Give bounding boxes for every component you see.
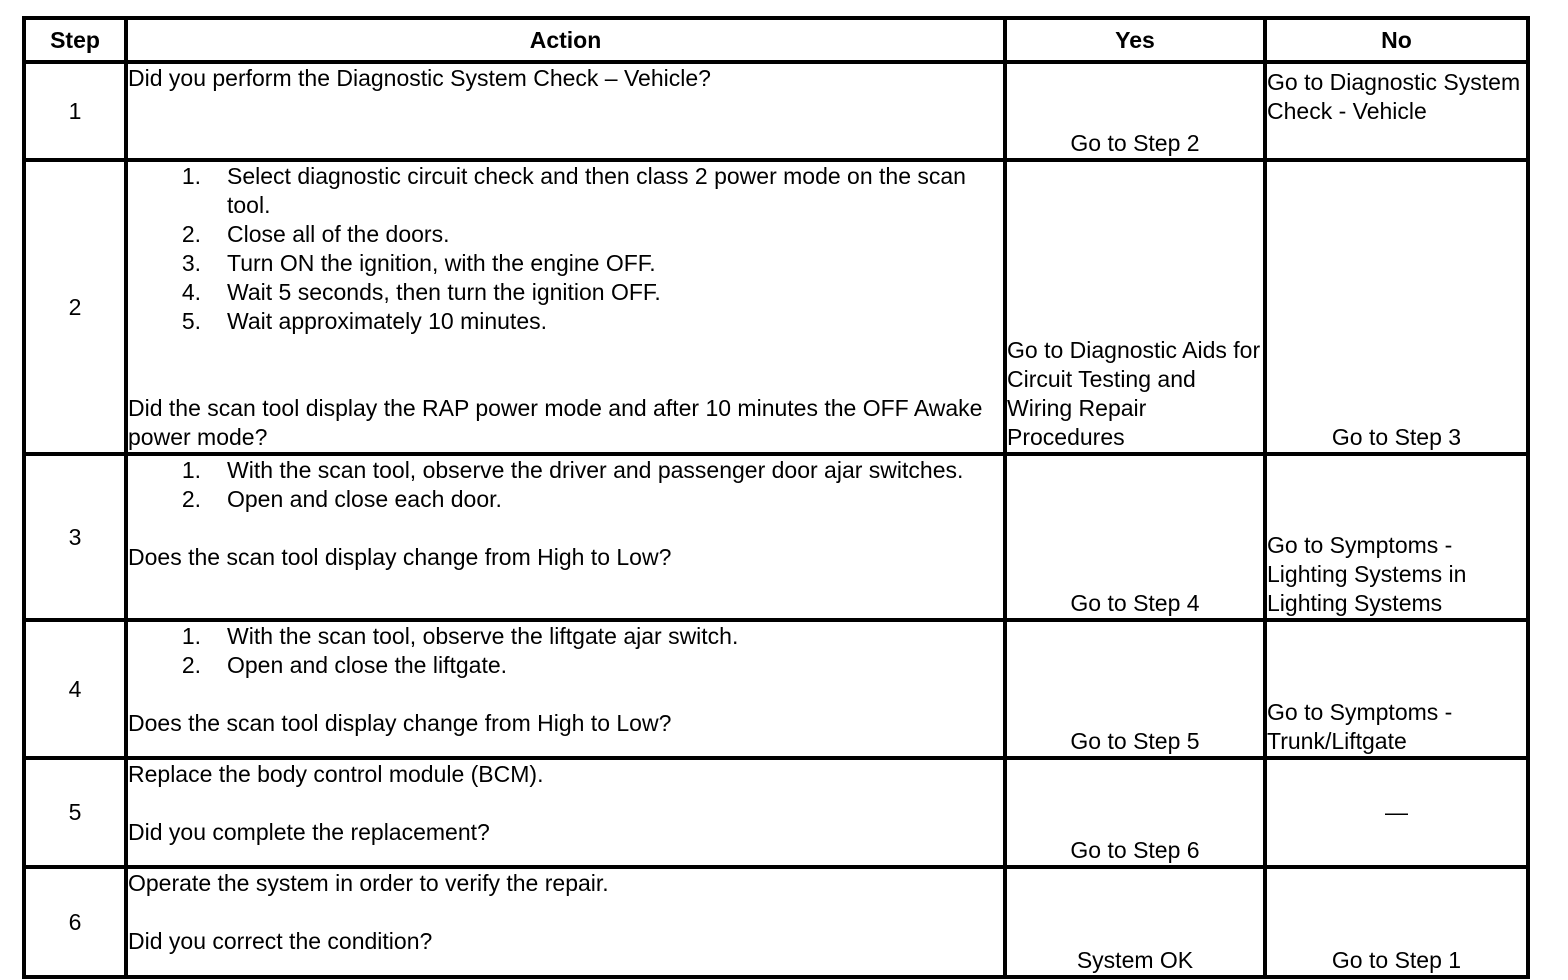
action-cell [126, 454, 1005, 620]
no-result: Go to Symptoms - Lighting Systems in Lighting Systems [1267, 532, 1467, 616]
step-number: 6 [24, 867, 126, 977]
action-question: Did the scan tool display the RAP power mode and after 10 minutes the OFF Awake power mode? [128, 395, 983, 450]
action-cell [126, 62, 1005, 160]
list-item: 1. With the scan tool, observe the liftgate ajar switch. [181, 623, 739, 649]
yes-result: Go to Diagnostic Aids for Circuit Testing and Wiring Repair Procedures [1007, 337, 1261, 450]
action-text: Operate the system in order to verify the repair. [128, 870, 609, 896]
step-number: 1 [24, 62, 126, 160]
table-header-row [24, 18, 1528, 62]
table-row [24, 620, 1528, 758]
step-number: 2 [24, 160, 126, 454]
no-cell [1265, 620, 1528, 758]
yes-cell [1005, 62, 1265, 160]
yes-result: Go to Step 2 [1070, 130, 1200, 156]
action-cell [126, 620, 1005, 758]
header-yes: Yes [1005, 18, 1265, 62]
action-text: Replace the body control module (BCM). [128, 761, 544, 787]
yes-cell [1005, 620, 1265, 758]
yes-result: System OK [1076, 947, 1194, 973]
action-question: Does the scan tool display change from High to Low? [128, 710, 672, 736]
action-question: Did you correct the condition? [128, 928, 433, 954]
table-row [24, 160, 1528, 454]
step-number: 4 [24, 620, 126, 758]
no-result: Go to Step 1 [1331, 947, 1462, 973]
header-step: Step [24, 18, 126, 62]
yes-result: Go to Step 4 [1070, 590, 1200, 616]
yes-cell [1005, 160, 1265, 454]
action-step-list [128, 456, 1003, 514]
action-cell [126, 160, 1005, 454]
yes-cell [1005, 867, 1265, 977]
action-text: Did you perform the Diagnostic System Check – Vehicle? [128, 65, 711, 91]
no-result: — [1385, 799, 1408, 825]
no-cell [1265, 454, 1528, 620]
list-item: 1. Select diagnostic circuit check and then class 2 power mode on the scan tool. [181, 163, 966, 218]
action-question: Did you complete the replacement? [128, 819, 490, 845]
action-cell [126, 867, 1005, 977]
action-step-list [128, 622, 1003, 680]
diagnostic-table [22, 16, 1530, 979]
action-step-list [128, 162, 1003, 336]
table-row [24, 758, 1528, 867]
yes-result: Go to Step 5 [1070, 728, 1200, 754]
step-number: 3 [24, 454, 126, 620]
list-item: 4. Wait 5 seconds, then turn the ignition OFF. [181, 279, 661, 305]
no-cell [1265, 758, 1528, 867]
list-item: 2. Open and close the liftgate. [181, 652, 508, 678]
header-no: No [1265, 18, 1528, 62]
no-result: Go to Diagnostic System Check - Vehicle [1267, 69, 1521, 124]
table-row [24, 62, 1528, 160]
table-row [24, 867, 1528, 977]
yes-cell [1005, 758, 1265, 867]
list-item: 1. With the scan tool, observe the driver and passenger door ajar switches. [181, 457, 964, 483]
yes-cell [1005, 454, 1265, 620]
step-number: 5 [24, 758, 126, 867]
list-item: 2. Open and close each door. [181, 486, 502, 512]
no-result: Go to Symptoms - Trunk/Liftgate [1267, 699, 1453, 754]
list-item: 2. Close all of the doors. [181, 221, 450, 247]
no-result: Go to Step 3 [1331, 424, 1462, 450]
no-cell [1265, 160, 1528, 454]
list-item: 5. Wait approximately 10 minutes. [181, 308, 548, 334]
no-cell [1265, 62, 1528, 160]
action-question: Does the scan tool display change from High to Low? [128, 544, 672, 570]
header-action: Action [126, 18, 1005, 62]
yes-result: Go to Step 6 [1070, 837, 1200, 863]
table-row [24, 454, 1528, 620]
no-cell [1265, 867, 1528, 977]
action-cell [126, 758, 1005, 867]
list-item: 3. Turn ON the ignition, with the engine OFF. [181, 250, 656, 276]
